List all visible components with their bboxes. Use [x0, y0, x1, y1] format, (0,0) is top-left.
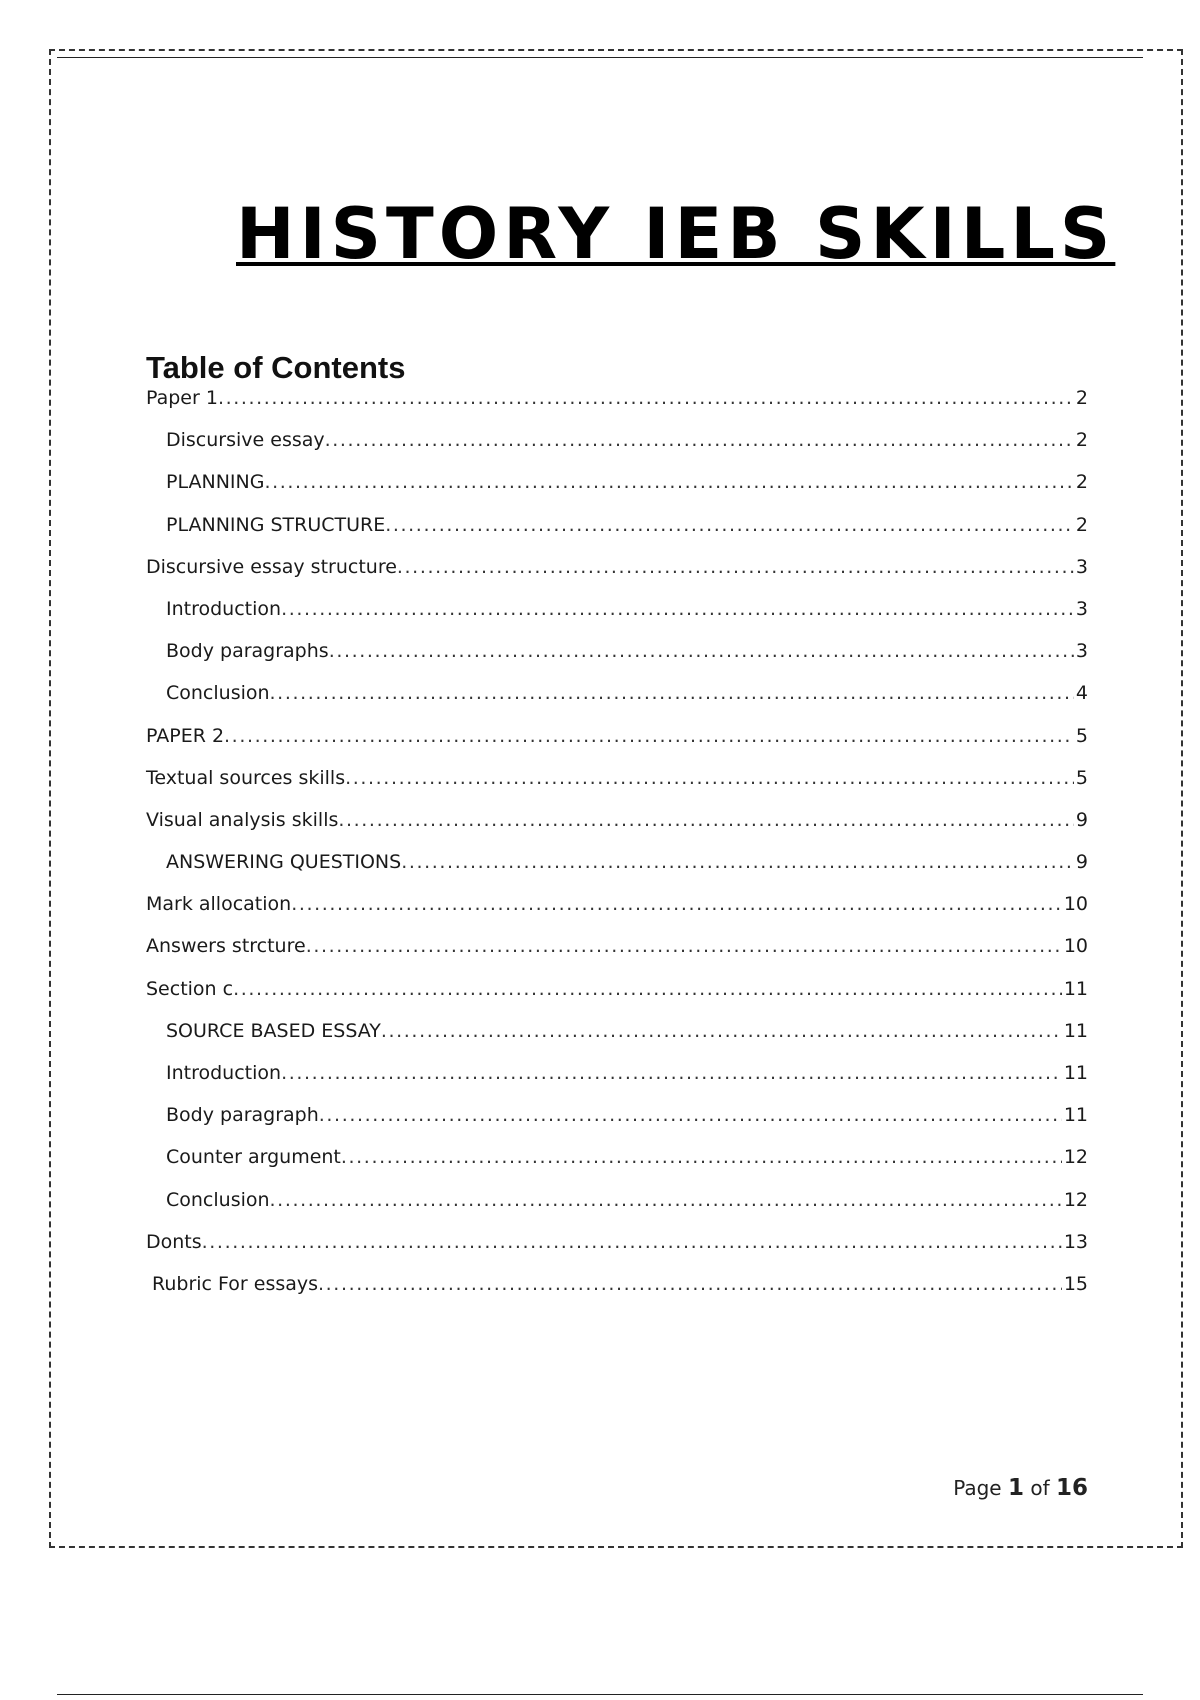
toc-entry-page: 3 — [1075, 555, 1088, 578]
toc-leader-dots — [218, 377, 1074, 419]
toc-leader-dots — [270, 672, 1074, 714]
toc-entry-page: 3 — [1075, 640, 1088, 663]
toc-entry-label: Mark allocation — [146, 893, 292, 916]
toc-entry[interactable] — [146, 968, 1088, 1010]
toc-entry-label: Introduction — [166, 597, 282, 620]
toc-entry-label: PLANNING STRUCTURE — [166, 513, 386, 536]
toc-entry-label: Discursive essay structure — [146, 555, 397, 578]
toc-leader-dots — [319, 1094, 1062, 1136]
toc-entry[interactable] — [146, 377, 1088, 419]
table-of-contents — [146, 377, 1088, 1305]
toc-entry-page: 5 — [1075, 766, 1088, 789]
toc-entry-page: 2 — [1075, 471, 1088, 494]
total-pages-number: 16 — [1055, 1475, 1088, 1501]
toc-entry[interactable] — [146, 1052, 1088, 1094]
toc-entry-page: 3 — [1075, 597, 1088, 620]
toc-entry-label: Section c — [146, 977, 234, 1000]
toc-entry-page: 5 — [1075, 724, 1088, 747]
toc-leader-dots — [224, 715, 1074, 757]
toc-entry[interactable] — [146, 546, 1088, 588]
toc-entry-page: 10 — [1063, 893, 1088, 916]
toc-entry-label: Body paragraphs — [166, 640, 329, 663]
toc-entry[interactable] — [146, 1094, 1088, 1136]
toc-entry[interactable] — [146, 588, 1088, 630]
toc-entry-page: 9 — [1075, 808, 1088, 831]
toc-entry-label: Answers strcture — [146, 935, 306, 958]
toc-leader-dots — [345, 757, 1074, 799]
toc-entry-label: Conclusion — [166, 1188, 270, 1211]
toc-entry-page: 2 — [1075, 387, 1088, 409]
toc-entry[interactable] — [146, 1136, 1088, 1178]
toc-entry-label: Paper 1 — [146, 387, 218, 409]
page-number-footer — [953, 1473, 1088, 1503]
toc-entry[interactable] — [146, 715, 1088, 757]
toc-leader-dots — [202, 1221, 1062, 1263]
toc-heading: Table of Contents — [146, 349, 406, 385]
toc-leader-dots — [281, 588, 1074, 630]
toc-entry[interactable] — [146, 419, 1088, 461]
toc-entry-label: PLANNING — [166, 471, 265, 494]
toc-entry-page: 11 — [1063, 1062, 1088, 1084]
toc-leader-dots — [281, 1052, 1062, 1094]
toc-entry-label: Rubric For essays — [152, 1272, 319, 1295]
toc-entry[interactable] — [146, 1221, 1088, 1263]
page-word: Page — [953, 1476, 1002, 1500]
toc-entry[interactable] — [146, 672, 1088, 714]
toc-entry-page: 9 — [1075, 851, 1088, 874]
toc-entry-page: 15 — [1063, 1272, 1088, 1295]
current-page-number: 1 — [1007, 1475, 1024, 1501]
toc-leader-dots — [270, 1179, 1062, 1221]
toc-entry[interactable] — [146, 757, 1088, 799]
header-rule — [57, 57, 1143, 58]
toc-entry-page: 12 — [1063, 1188, 1088, 1211]
toc-entry[interactable] — [146, 461, 1088, 503]
toc-leader-dots — [401, 841, 1074, 883]
toc-entry[interactable] — [146, 883, 1088, 925]
toc-entry-label: SOURCE BASED ESSAY — [166, 1019, 381, 1042]
toc-leader-dots — [233, 968, 1062, 1010]
toc-leader-dots — [338, 799, 1074, 841]
toc-entry[interactable] — [146, 630, 1088, 672]
toc-entry[interactable] — [146, 925, 1088, 967]
toc-entry-label: Discursive essay — [166, 429, 325, 452]
toc-leader-dots — [318, 1263, 1062, 1305]
of-word: of — [1030, 1476, 1050, 1500]
toc-entry-page: 2 — [1075, 429, 1088, 452]
toc-entry-label: ANSWERING QUESTIONS — [166, 851, 402, 874]
toc-leader-dots — [325, 419, 1074, 461]
toc-entry[interactable] — [146, 504, 1088, 546]
toc-entry-label: Body paragraph — [166, 1104, 319, 1127]
toc-entry[interactable] — [146, 1263, 1088, 1305]
toc-entry[interactable] — [146, 799, 1088, 841]
document-title: HISTORY IEB SKILLS — [236, 192, 1116, 275]
toc-entry-label: Conclusion — [166, 682, 270, 705]
toc-entry-label: Counter argument — [166, 1146, 341, 1169]
toc-entry-page: 11 — [1063, 1019, 1088, 1042]
toc-entry-page: 4 — [1075, 682, 1088, 705]
toc-leader-dots — [381, 1010, 1062, 1052]
toc-leader-dots — [397, 546, 1074, 588]
next-page-header-rule — [57, 1694, 1143, 1695]
toc-entry-label: Donts — [146, 1230, 202, 1253]
toc-entry-label: Visual analysis skills — [146, 808, 339, 831]
toc-entry-label: PAPER 2 — [146, 724, 225, 747]
toc-entry-page: 10 — [1063, 935, 1088, 958]
toc-leader-dots — [341, 1136, 1062, 1178]
toc-entry-label: Introduction — [166, 1062, 282, 1084]
toc-entry-page: 11 — [1063, 1104, 1088, 1127]
toc-leader-dots — [291, 883, 1062, 925]
toc-entry-label: Textual sources skills — [146, 766, 346, 789]
toc-entry-page: 12 — [1063, 1146, 1088, 1169]
toc-entry-page: 13 — [1063, 1230, 1088, 1253]
toc-entry[interactable] — [146, 1010, 1088, 1052]
toc-entry-page: 11 — [1063, 977, 1088, 1000]
toc-entry[interactable] — [146, 1179, 1088, 1221]
toc-leader-dots — [264, 461, 1073, 503]
toc-entry-page: 2 — [1075, 513, 1088, 536]
toc-leader-dots — [385, 504, 1074, 546]
toc-entry[interactable] — [146, 841, 1088, 883]
toc-leader-dots — [329, 630, 1074, 672]
toc-leader-dots — [306, 925, 1062, 967]
